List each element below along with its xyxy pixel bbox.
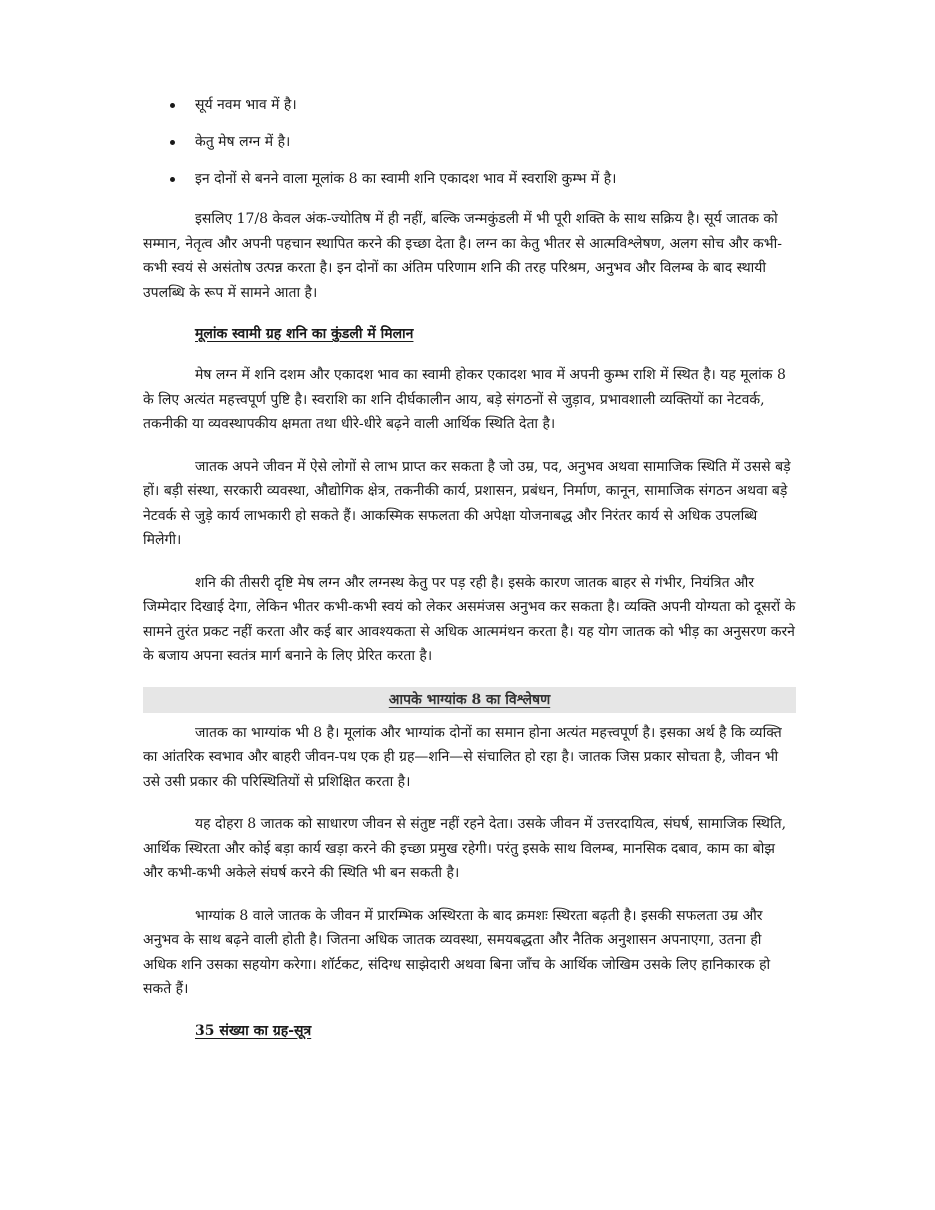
bullet-dot-icon — [170, 103, 175, 108]
paragraph-shani-placement: मेष लग्न में शनि दशम और एकादश भाव का स्वामी होकर एकादश भाव में अपनी कुम्भ राशि में स्थित है। यह मूलांक 8 के लिए अत्यंत महत्त्वपूर्ण पुष्टि है। स्वराशि का शनि दीर्घकालीन आय, बड़े संगठनों से जुड़ाव, प्रभावशाली व्यक्तियों का नेटवर्क, तकनीकी या व्यवस्थापकीय क्षमता तथा धीरे-धीरे बढ़ने वाली आर्थिक स्थिति देता है। — [143, 367, 786, 432]
section-band-bhagyank — [143, 687, 796, 713]
list-item — [143, 96, 796, 114]
list-item-text: सूर्य नवम भाव में है। — [195, 97, 297, 113]
bullet-list — [143, 96, 796, 188]
section-heading-bhagyank: आपके भाग्यांक 8 का विश्लेषण — [388, 691, 551, 708]
paragraph-double-8: यह दोहरा 8 जातक को साधारण जीवन से संतुष्ट नहीं रहने देता। उसके जीवन में उत्तरदायित्व, संघर्ष, सामाजिक स्थिति, आर्थिक स्थिरता और कोई बड़ा कार्य खड़ा करने की इच्छा प्रमुख रहेगी। परंतु इसके साथ विलम्ब, मानसिक दबाव, काम का बोझ और कभी-कभी अकेले संघर्ष करने की स्थिति भी बन सकती है। — [143, 816, 787, 881]
paragraph-bhagyank-stability: भाग्यांक 8 वाले जातक के जीवन में प्रारम्भिक अस्थिरता के बाद क्रमशः स्थिरता बढ़ती है। इसकी सफलता उम्र और अनुभव के साथ बढ़ने वाली होती है। जितना अधिक जातक व्यवस्था, समयबद्धता और नैतिक अनुशासन अपनाएगा, उतना ही अधिक शनि उसका सहयोग करेगा। शॉर्टकट, संदिग्ध साझेदारी अथवा बिना जाँच के आर्थिक जोखिम उसके लिए हानिकारक हो सकते हैं। — [143, 907, 771, 997]
list-item-text: केतु मेष लग्न में है। — [195, 134, 291, 150]
list-item — [143, 133, 796, 151]
document-page — [143, 96, 796, 1060]
paragraph-bhagyank-same: जातक का भाग्यांक भी 8 है। मूलांक और भाग्यांक दोनों का समान होना अत्यंत महत्त्वपूर्ण है। इसका अर्थ है कि व्यक्ति का आंतरिक स्वभाव और बाहरी जीवन-पथ एक ही ग्रह—शनि—से संचालित हो रहा है। जातक जिस प्रकार सोचता है, जीवन भी उसे उसी प्रकार की परिस्थितियों से प्रशिक्षित करता है। — [143, 724, 782, 790]
paragraph-benefit-sources: जातक अपने जीवन में ऐसे लोगों से लाभ प्राप्त कर सकता है जो उम्र, पद, अनुभव अथवा सामाजिक स्थिति में उससे बड़े हों। बड़ी संस्था, सरकारी व्यवस्था, औद्योगिक क्षेत्र, तकनीकी कार्य, प्रशासन, प्रबंधन, निर्माण, कानून, सामाजिक संगठन अथवा बड़े नेटवर्क से जुड़े कार्य लाभकारी हो सकते हैं। आकस्मिक सफलता की अपेक्षा योजनाबद्ध और निरंतर कार्य से अधिक उपलब्धि मिलेगी। — [143, 458, 791, 548]
bullet-dot-icon — [170, 177, 175, 182]
section-heading-shani-match: मूलांक स्वामी ग्रह शनि का कुंडली में मिलान — [195, 326, 414, 342]
paragraph-shani-aspect: शनि की तीसरी दृष्टि मेष लग्न और लग्नस्थ केतु पर पड़ रही है। इसके कारण जातक बाहर से गंभीर, नियंत्रित और जिम्मेदार दिखाई देगा, लेकिन भीतर कभी-कभी स्वयं को लेकर असमंजस अनुभव कर सकता है। व्यक्ति अपनी योग्यता को दूसरों के सामने तुरंत प्रकट नहीं करता और कई बार आवश्यकता से अधिक आत्ममंथन करता है। यह योग जातक को भीड़ का अनुसरण करने के बजाय अपना स्वतंत्र मार्ग बनाने के लिए प्रेरित करता है। — [143, 574, 796, 664]
list-item — [143, 170, 796, 188]
section-heading-35-formula: 35 संख्या का ग्रह-सूत्र — [195, 1022, 312, 1039]
paragraph-17-8-summary: इसलिए 17/8 केवल अंक-ज्योतिष में ही नहीं, बल्कि जन्मकुंडली में भी पूरी शक्ति के साथ सक्रिय है। सूर्य जातक को सम्मान, नेतृत्व और अपनी पहचान स्थापित करने की इच्छा देता है। लग्न का केतु भीतर से आत्मविश्लेषण, अलग सोच और कभी-कभी स्वयं से असंतोष उत्पन्न करता है। इन दोनों का अंतिम परिणाम शनि की तरह परिश्रम, अनुभव और विलम्ब के बाद स्थायी उपलब्धि के रूप में सामने आता है। — [143, 211, 782, 301]
list-item-text: इन दोनों से बनने वाला मूलांक 8 का स्वामी शनि एकादश भाव में स्वराशि कुम्भ में है। — [195, 171, 617, 187]
bullet-dot-icon — [170, 140, 175, 145]
